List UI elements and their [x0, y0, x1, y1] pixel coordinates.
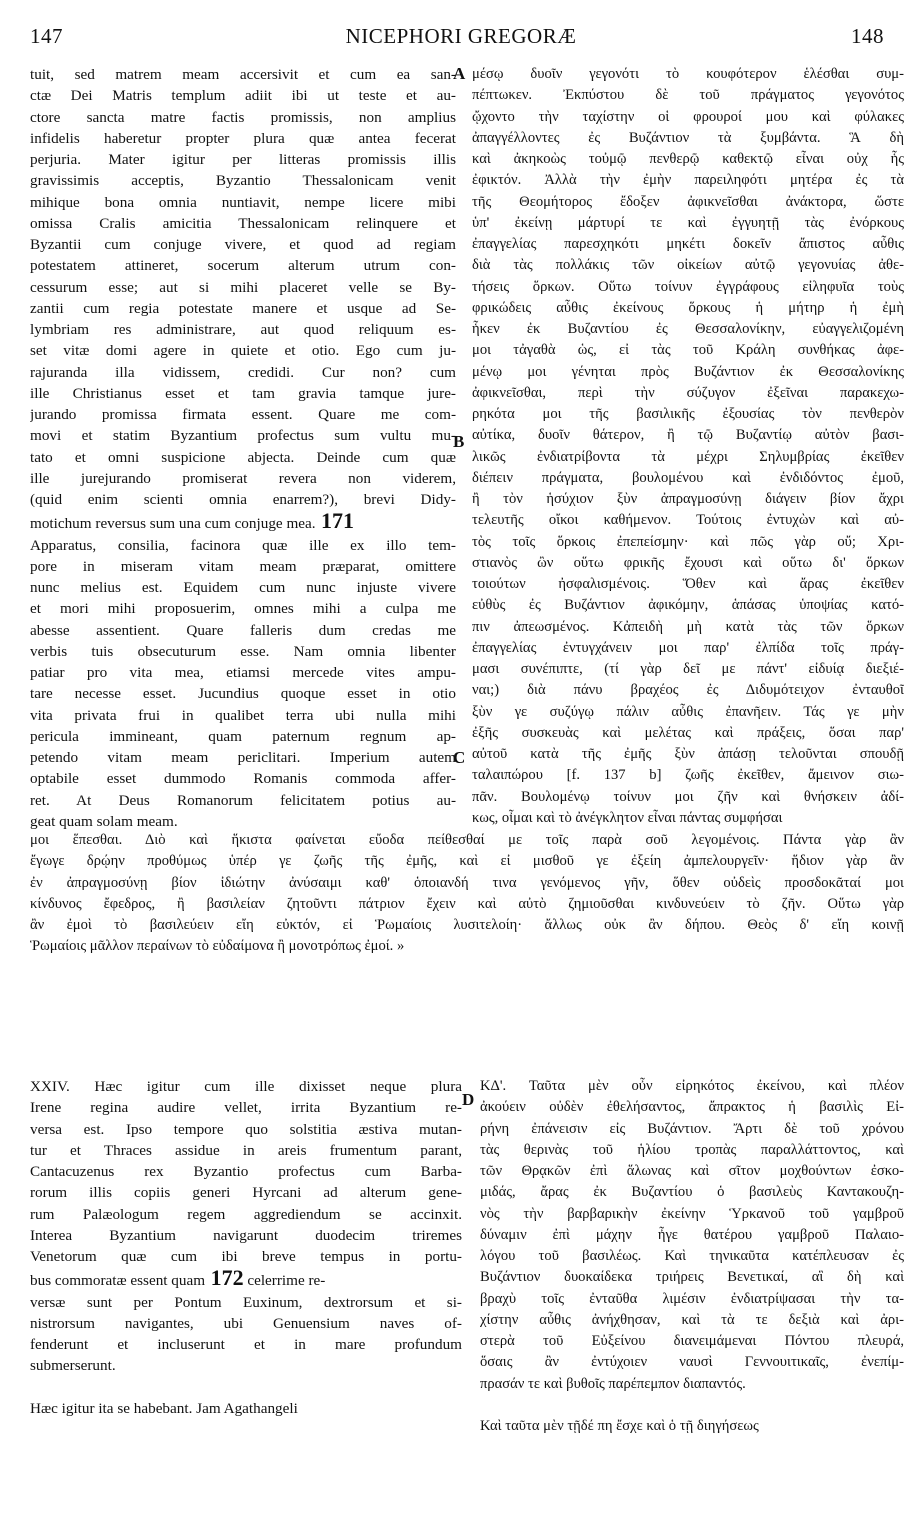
text-line: μοι τἀγαθὰ ὡς, εἰ τὰς τοῦ Κράλη συνθήκας ἀφε- — [472, 342, 904, 359]
text-line — [30, 1377, 462, 1398]
text-line: τήσεις ὅρκων. Οὕτω τοίνυν ἐγγράφους εἰληφυῖα τοὺς — [472, 278, 904, 295]
text-line: rajuranda illa vidissem, credidi. Cur non? cum — [30, 363, 456, 381]
text-line: μοι ἕπεσθαι. Διὸ καὶ ἥκιστα φαίνεται εὔοδα πείθεσθαί με τοῖς παρὰ σοῦ λεγομένοις. Πάντα γὰρ ἂν — [30, 832, 904, 848]
text-line: τοιούτων ἠσφαλισμένοις. Ὅθεν καὶ ἄρας ἐκεῖθεν — [472, 576, 904, 592]
text-line: patiar pro vita mea, etiamsi mercede vites ampu- — [30, 664, 456, 681]
text-line: ἀκούειν οὐδὲν ἐθελήσαντος, ἄπρακτος ἡ βασιλὶς Εἰ- — [480, 1099, 904, 1116]
text-line: bus commoratæ essent quam 172 celerrime re- — [30, 1267, 326, 1291]
text-line: τὸς τοῖς ὅρκοις ἐπεπείσμην· καὶ πῶς γὰρ οὔ; Χρι- — [472, 533, 904, 550]
text-line: vita privata frui in qualibet terra ubi nulla mihi — [30, 706, 456, 724]
text-line: ταλαιπώρου [f. 137 b] ζωῆς ἐκεῖθεν, ἄμεινον σιω- — [472, 767, 904, 784]
text-line — [480, 1395, 904, 1416]
greek-full-width-paragraph — [30, 830, 904, 958]
margin-letter-c: C — [453, 748, 466, 767]
greek-column-bottom — [480, 1076, 904, 1437]
text-line: Ῥωμαίοις μᾶλλον περαίνων τὸ εὐδαίμονα ἢ μονοτρόπως ἐμοί. » — [30, 938, 405, 955]
text-line: μένῳ μοι γένηται πρὸς Βυζάντιον ἐκ Θεσσαλονίκης — [472, 363, 904, 380]
text-line: ΚΔ'. Ταῦτα μὲν οὖν εἰρηκότος ἐκείνου, καὶ πλέον — [480, 1078, 904, 1094]
text-line: tuit, sed matrem meam accersivit et cum ea san- — [30, 66, 456, 83]
text-line: ret. At Deus Romanorum felicitatem potius au- — [30, 791, 456, 809]
text-line: movi et statim Byzantium profectus sum vultu mu- — [30, 427, 456, 445]
text-line: gravissimis acceptis, Byzantio Thessalonicam venit — [30, 172, 456, 190]
text-line: ἀφικνεῖσθαι, περὶ τὴν σύζυγον ἐξεῖναι παρακεχω- — [472, 384, 904, 401]
text-line: κίνδυνος ἔφεδρος, ἢ βασιλείαν ζητοῦντι πάτριον ἔχειν καὶ αὐτὸ ζημιοῦσθαι κινδυνεύειν τὸ ζῆν. Οὕτω γὰρ — [30, 895, 904, 912]
text-line: ctæ Dei Matris templum adiit ibi ut teste et au- — [30, 87, 456, 105]
text-line: ἐπαγγελίας ἐντυγχάνειν μοι παρ' ἐλπίδα τοῖς πράγ- — [472, 639, 904, 656]
text-line: ρηκότα μοι τῆς βασιλικῆς ἐξουσίας τὸν πενθερὸν — [472, 406, 904, 422]
margin-letter-d: D — [462, 1090, 475, 1109]
text-line: cessurum esse; aut si mihi placeret velle se By- — [30, 278, 456, 296]
text-line: ρήνη ἐπάνεισιν εἰς Βυζάντιον. Ἄρτι δὲ τοῦ χρόνου — [480, 1120, 904, 1137]
text-line: potestatem attineret, socerum alterum utrum con- — [30, 257, 456, 275]
text-line: μιδάς, ἄρας ἐκ Βυζαντίου ὁ βασιλεὺς Καντακουζη- — [480, 1184, 904, 1201]
text-line: Venetorum quæ cum ibi breve tempus in portu- — [30, 1248, 462, 1265]
text-line: tare necesse esset. Jucundius quoque esset in otio — [30, 685, 456, 703]
text-line: rum Palæologum regem aggrediendum se accinxit. — [30, 1205, 462, 1223]
text-line: λικῶς ἐνδιατρίβοντα τὰ μέχρι Σηλυμβρίας ἐκεῖθεν — [472, 448, 904, 465]
text-line: πρασάν τε καὶ βυθοῖς παρέπεμπον διαπαντός. — [480, 1375, 746, 1392]
text-line: lymbriam res administrare, aut quod reliquum es- — [30, 321, 456, 338]
text-line: φρικώδεις αὖθις ἐκείνους ὅρκους ἡ μήτηρ ἡ ἐμὴ — [472, 299, 904, 316]
text-line: διὰ τὰς πολλάκις τῶν οἰκείων αὐτῷ γεγονυίας ἀθε- — [472, 257, 904, 274]
text-line: versæ sunt per Pontum Euxinum, dextrorsum et si- — [30, 1293, 462, 1311]
text-line: Irene regina audire vellet, irrita Byzantium re- — [30, 1099, 462, 1117]
text-line: nistrorsum navigantes, ubi Genuensium naves of- — [30, 1314, 462, 1332]
text-line: rorum illis copiis generi Hyrcani ad alterum gene- — [30, 1184, 462, 1202]
text-line: καὶ ἀκηκοὼς τοὐμῷ πενθερῷ καθεκτῷ εἶναι οὐχ ἧς — [472, 151, 904, 167]
text-line: ἐφικτόν. Ἀλλὰ τὴν ἐμὴν παρειληφότι μητέρα ἐς τὰ — [472, 172, 904, 189]
text-line: ἀπαγγέλλοντες ἐς Βυζάντιον τὰ ξυμβάντα. Ἃ δὴ — [472, 129, 904, 146]
text-line: (quid enim scienti omnia enarrem?), brevi Didy- — [30, 491, 456, 508]
text-line: ἢ τὸν ἡσύχιον ξὺν ἀπραγμοσύνῃ διάγειν βίον ἄχρι — [472, 491, 904, 507]
margin-letter-b: B — [453, 432, 465, 451]
text-line: perjuria. Mater igitur per litteras promissis illis — [30, 151, 456, 168]
text-line: ὅσαις ἂν ἐντύχοιεν ναυσὶ Γεννουιτικαῖς, ἐνεπίμ- — [480, 1354, 904, 1371]
latin-column-bottom — [30, 1076, 462, 1419]
text-line: ἐξῆς συσκευὰς καὶ μελέτας καὶ πράξεις, ὅσαι παρ' — [472, 724, 904, 741]
page-marker: 171 — [315, 510, 355, 534]
text-line: optabile esset dummodo Romanis commoda affer- — [30, 770, 456, 788]
text-line: Byzantii cum conjuge vivere, et quod ad regiam — [30, 236, 456, 253]
text-line: ἐν ἀπραγμοσύνῃ βίον ἰδιώτην ἀνύσαιμι καθ' ὁποιανδή τινα γενόμενος γῆν, ὅθεν οὐδεὶς προσδοκᾶταί μοι — [30, 874, 904, 891]
text-line: ἧκεν ἐκ Βυζαντίου ἐς Θεσσαλονίκην, εὐαγγελιζομένη — [472, 321, 904, 337]
text-line: zantii cum regia potestate manere et usque ad Se- — [30, 299, 456, 317]
text-line: λόγου τοῦ βασιλέως. Καὶ τηνικαῦτα κατέπλευσαν ἐς — [480, 1248, 904, 1264]
text-line: δύναμιν ἐπὶ μάχην ἦγε θατέρου γαμβροῦ Παλαιο- — [480, 1226, 904, 1243]
text-line: Cantacuzenus rex Byzantio profectus cum Barba- — [30, 1163, 462, 1180]
text-line: petendo vitam meam periclitari. Imperium autem — [30, 749, 456, 766]
text-line: submerserunt. — [30, 1357, 116, 1375]
text-line: ξὺν γε συζύγῳ πάλιν αὖθις ἐπανῆειν. Τάς γε μὴν — [472, 703, 904, 720]
text-line: jurando promissa firmata essent. Quare me com- — [30, 406, 456, 423]
text-line: τελευτῆς οἴκοι καθήμενον. Τούτοις ἐντυχὼν καὶ αὐ- — [472, 512, 904, 529]
text-line: εὐθὺς ἐς Βυζάντιον ἀφικόμην, ἁπάσας ὑποψίας κατό- — [472, 597, 904, 614]
text-line: motichum reversus sum una cum conjuge mea. 171 — [30, 510, 355, 534]
text-line: στιανὸς ὢν οὕτω φρικῆς ἔχουσι καὶ οὕτω δι' ὅρκων — [472, 554, 904, 571]
text-line: tato et omni suspicione abjecta. Deinde cum quæ — [30, 448, 456, 466]
text-line: verbis tuis obsecuturum esse. Nam omnia libenter — [30, 642, 456, 660]
text-line: πέπτωκεν. Ἐκπύστου δὲ τοῦ πράγματος γεγονότος — [472, 87, 904, 104]
text-line: Apparatus, consilia, facinora quæ ille ex illo tem- — [30, 536, 456, 554]
text-line: στερὰ τοῦ Εὐξείνου διανειμάμεναι Πόντου πλευρά, — [480, 1333, 904, 1349]
text-line: infidelis haberetur propter plura quæ antea fecerat — [30, 129, 456, 147]
text-line: versa est. Ipso tempore quo solstitia æstiva mutan- — [30, 1120, 462, 1138]
text-line: set vitæ domi agere in quiete et otio. Ego cum ju- — [30, 342, 456, 360]
text-line: ἐπαγγελίας παρεσχηκότι μηκέτι δοκεῖν ἄπιστος αὖθις — [472, 236, 904, 252]
margin-letter-a: A — [453, 64, 466, 83]
text-line: tur et Thraces assidue in areis frumentum parant, — [30, 1141, 462, 1159]
text-line: πιν ἀπεωσμένος. Κἀπειδὴ μὴ κατὰ τὰς τῶν ὅρκων — [472, 618, 904, 635]
text-line: νὸς τὴν βαρβαρικὴν ἐκείνην Ὑρκανοῦ τοῦ γαμβροῦ — [480, 1205, 904, 1222]
text-line: διέπειν πράγματα, βουλομένου καὶ ἐνδιδόντος ἐμοῦ, — [472, 469, 904, 486]
text-line: πᾶν. Βουλομένῳ τοίνυν μοι ζῆν καὶ θνήσκειν ἀδί- — [472, 788, 904, 805]
text-line: ille Christianus esset et tam gravia tamque jure- — [30, 384, 456, 402]
text-line: abesse assentient. Quare falleris dum credas me — [30, 621, 456, 639]
text-line: τὰς θερινὰς τοῦ ἡλίου τροπὰς παραλλάττοντος, καὶ — [480, 1141, 904, 1158]
text-line: τῶν Θρᾳκῶν ἐπὶ ἅλωνας καὶ σῖτον μοχθούντων ἐσκο- — [480, 1163, 904, 1179]
text-line: κως, οἶμαι καὶ τὸ ἀνέγκλητον εἶναι πάντας συμφήσαι — [472, 809, 783, 826]
text-line: ᾤχοντο τὴν ταχίστην οἱ φρουροί μου καὶ φύλακες — [472, 108, 904, 125]
text-line: mihique bona omnia nuntiavit, nempe licere mibi — [30, 193, 456, 211]
text-line: ille jurejurando promiserat revera non viderem, — [30, 469, 456, 487]
text-line: Καὶ ταῦτα μὲν τῇδέ πη ἔσχε καὶ ὁ τῇ διηγήσεως — [480, 1418, 759, 1434]
text-line: ctore sancta matre factis promissis, non amplius — [30, 108, 456, 126]
page-marker: 172 — [205, 1267, 244, 1291]
text-line: ἔγωγε δρῴην προθύμως ὑπέρ γε ζωῆς τῆς ἐμῆς, καὶ εἰ μισθοῦ γε ἐξείη ἀμπελουργεῖν· ἥδιον γὰρ ἂν — [30, 853, 904, 870]
text-line: τῆς Θεομήτορος ἔδοξεν ἀφικνεῖσθαι ἀνάκτορα, ὥστε — [472, 193, 904, 210]
latin-column-top — [30, 64, 456, 832]
text-line: ναι;) διὰ πάνυ βραχέος ἐς Διδυμότειχον ἐνταυθοῖ — [472, 682, 904, 699]
text-line: XXIV. Hæc igitur cum ille dixisset neque plura — [30, 1078, 462, 1095]
text-line: ἂν ἐμοὶ τὸ βασιλεύειν εἴη εὐκτόν, εἰ Ῥωμαίοις λυσιτελοίη· ἄλλως οὐκ ἂν δήπου. Θεὸς δ' εἴη κοινῇ — [30, 917, 904, 934]
text-line: pericula immineant, quam paternum regnum ap- — [30, 727, 456, 745]
text-line: μέσῳ δυοῖν γεγονότι τὸ κουφότερον ἑλέσθαι συμ- — [472, 66, 904, 82]
text-line: et mori mihi proposuerim, omnes mihi a culpa me — [30, 600, 456, 618]
text-line: χίστην αὖθις ἀνήχθησαν, καὶ τὰ τε δεξιὰ καὶ ἀρι- — [480, 1311, 904, 1328]
right-page-number: 148 — [851, 24, 884, 48]
text-line: omissa Cralis amicitia Thessalonicam relinquere et — [30, 214, 456, 232]
text-line: αὐτίκα, δυοῖν θάτερον, ἢ τῷ Βυζαντίῳ αὐτὸν βασι- — [472, 427, 904, 444]
text-line: ὑπ' ἐκείνῃ μάρτυρί τε καὶ ἐγγυητῇ τὰς ἐνόρκους — [472, 214, 904, 231]
text-line: fenderunt et incluserunt et in mare profundum — [30, 1336, 462, 1353]
text-line: Βυζάντιον δυοκαίδεκα τριήρεις Βενετικαί, αἳ δὴ καὶ — [480, 1269, 904, 1286]
greek-column-top — [472, 64, 904, 829]
text-line: geat quam solam meam. — [30, 812, 178, 830]
text-line: nunc melius est. Equidem cum nunc injuste vivere — [30, 579, 456, 596]
text-line: pore in miseram vitam meam præparat, omittere — [30, 557, 456, 575]
left-page-number: 147 — [30, 24, 63, 48]
text-line: βραχὺ τοῖς ἐνταῦθα λιμέσιν ἐνδιατρίψασαι τὴν τα- — [480, 1290, 904, 1307]
text-line: μασι συνέπιπτε, (τί γὰρ δεῖ με πάντ' εἰδυίᾳ διεξιέ- — [472, 661, 904, 677]
running-title: NICEPHORI GREGORÆ — [345, 24, 577, 48]
text-line: Interea Byzantium navigarunt duodecim triremes — [30, 1226, 462, 1244]
line-tail: celerrime re- — [243, 1272, 326, 1290]
text-line: Hæc igitur ita se habebant. Jam Agathangeli — [30, 1399, 298, 1417]
text-line: αὐτοῦ κατὰ τῆς ἐμῆς ξὺν ἀπάσῃ τελοῦνται σπουδῇ — [472, 746, 904, 762]
